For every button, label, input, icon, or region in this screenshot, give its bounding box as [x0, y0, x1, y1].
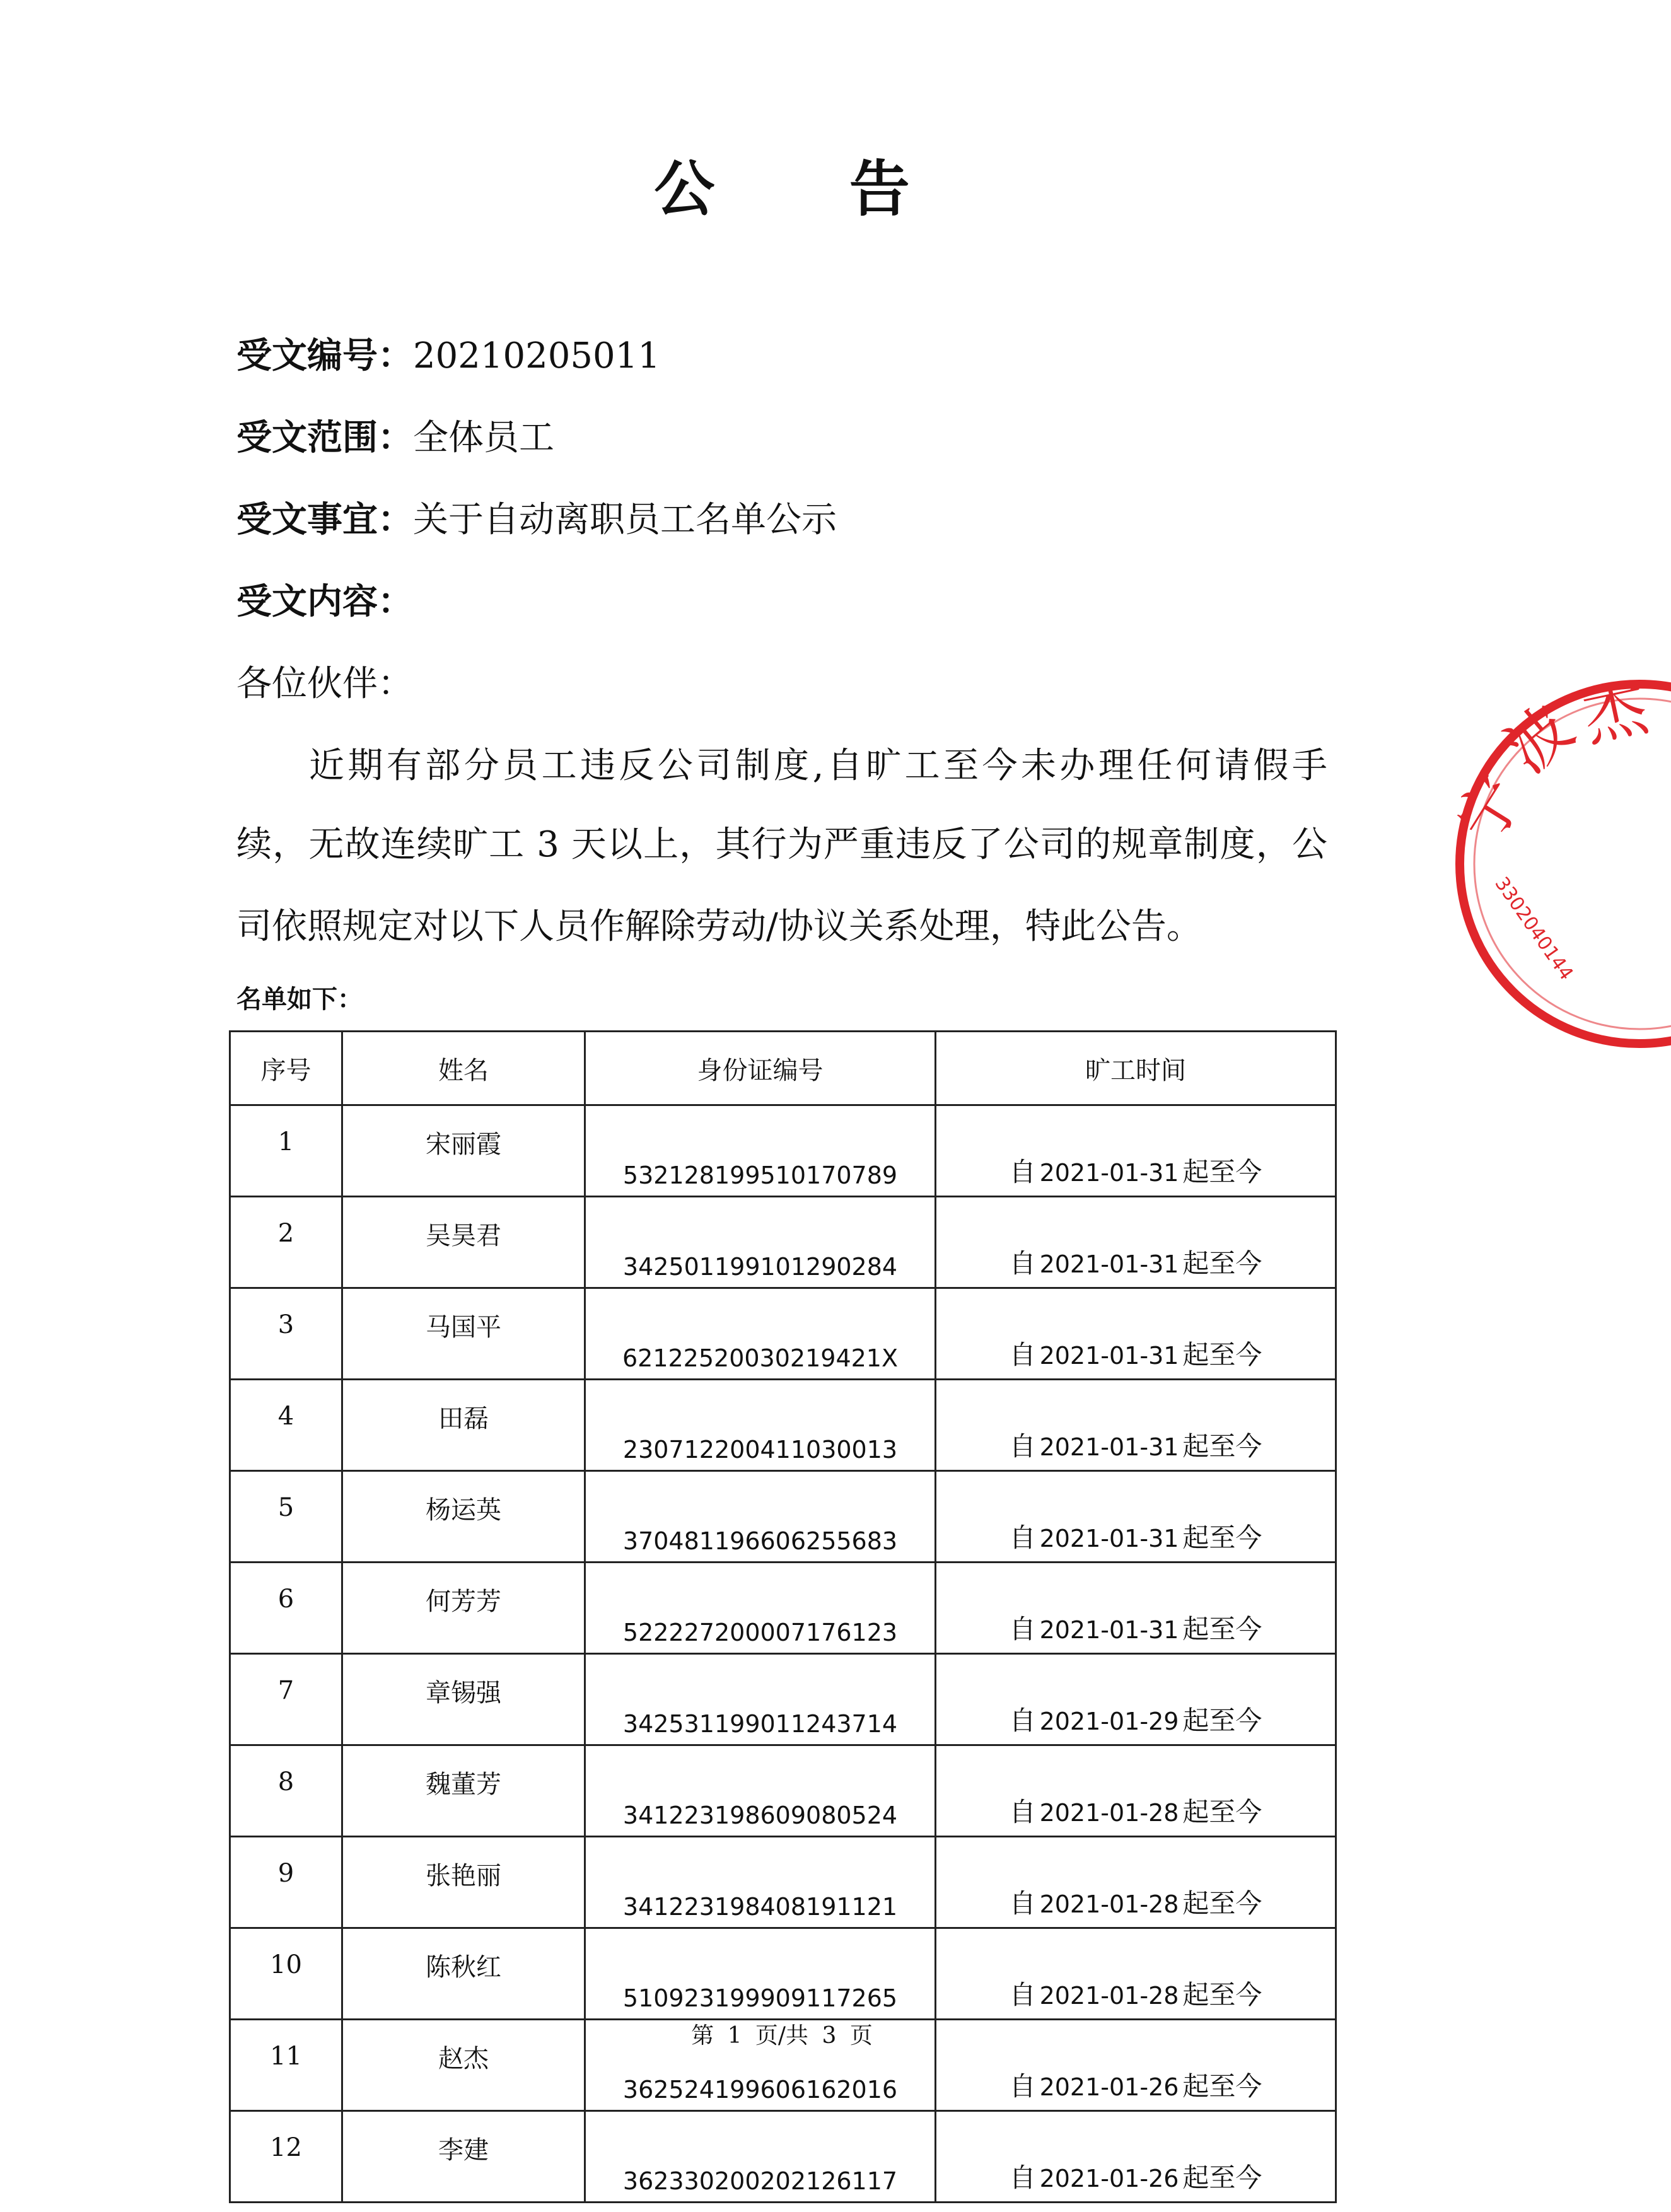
- table-header-row: [230, 1032, 1336, 1105]
- table-row: [230, 1654, 1336, 1745]
- row-id-number: 370481196606255683: [585, 1471, 936, 1563]
- greeting: 各位伙伴：: [236, 663, 413, 704]
- period-prefix: 自: [1009, 1156, 1036, 1187]
- row-absence-period: [936, 1837, 1336, 1928]
- period-date: 2021-01-31: [1039, 1433, 1179, 1461]
- row-id-number: 342531199011243714: [585, 1654, 936, 1745]
- period-prefix: 自: [1009, 1614, 1036, 1644]
- period-prefix: 自: [1009, 1705, 1036, 1736]
- row-name: 李建: [342, 2111, 585, 2203]
- table-row: [230, 1380, 1336, 1471]
- period-suffix: 起至今: [1182, 1888, 1262, 1919]
- row-id-number: 522227200007176123: [585, 1563, 936, 1654]
- table-row: [230, 1288, 1336, 1380]
- row-id-number: 341223198609080524: [585, 1745, 936, 1837]
- field-subject: [236, 495, 837, 545]
- period-date: 2021-01-28: [1039, 1890, 1179, 1918]
- table-row: [230, 1563, 1336, 1654]
- paragraph-line: 续，无故连续旷工 3 天以上，其行为严重违反了公司的规章制度，公: [236, 824, 1327, 865]
- header-seq: 序号: [230, 1032, 342, 1105]
- seal-text: 波: [1491, 690, 1588, 788]
- field-doc-number: [236, 331, 660, 381]
- row-id-number: 532128199510170789: [585, 1105, 936, 1197]
- row-name: 何芳芳: [342, 1563, 585, 1654]
- period-suffix: 起至今: [1182, 2162, 1262, 2193]
- row-absence-period: [936, 2111, 1336, 2203]
- row-name: 田磊: [342, 1380, 585, 1471]
- field-content: [236, 577, 413, 627]
- table-row: [230, 1745, 1336, 1837]
- table-row: [230, 1928, 1336, 2020]
- company-seal: [1431, 670, 1671, 1053]
- page-footer: 第 1 页/共 3 页: [691, 2023, 873, 2049]
- field-value: 全体员工: [413, 417, 554, 458]
- period-date: 2021-01-26: [1039, 2165, 1179, 2192]
- row-seq: 3: [230, 1288, 342, 1380]
- period-prefix: 自: [1009, 2071, 1036, 2102]
- paragraph-line: 近期有部分员工违反公司制度,自旷工至今未办理任何请假手: [309, 745, 1327, 786]
- table-row: [230, 1105, 1336, 1197]
- seal-text: 宁: [1441, 763, 1538, 856]
- page-title: 公 告: [654, 154, 967, 224]
- row-absence-period: [936, 1105, 1336, 1197]
- seal-code: 3302040144: [1490, 873, 1578, 984]
- row-seq: 2: [230, 1197, 342, 1288]
- row-name: 陈秋红: [342, 1928, 585, 2020]
- row-absence-period: [936, 1197, 1336, 1288]
- row-name: 宋丽霞: [342, 1105, 585, 1197]
- row-seq: 12: [230, 2111, 342, 2203]
- field-label: 受文事宜：: [236, 499, 413, 540]
- row-name: 张艳丽: [342, 1837, 585, 1928]
- row-seq: 8: [230, 1745, 342, 1837]
- period-suffix: 起至今: [1182, 1796, 1262, 1827]
- row-seq: 7: [230, 1654, 342, 1745]
- period-suffix: 起至今: [1182, 1522, 1262, 1553]
- row-absence-period: [936, 1563, 1336, 1654]
- row-seq: 4: [230, 1380, 342, 1471]
- row-name: 杨运英: [342, 1471, 585, 1563]
- header-id-number: 身份证编号: [585, 1032, 936, 1105]
- row-seq: 10: [230, 1928, 342, 2020]
- table-row: [230, 2111, 1336, 2203]
- period-date: 2021-01-31: [1039, 1250, 1179, 1278]
- row-absence-period: [936, 1288, 1336, 1380]
- row-absence-period: [936, 1471, 1336, 1563]
- period-date: 2021-01-31: [1039, 1616, 1179, 1644]
- period-prefix: 自: [1009, 1979, 1036, 2010]
- row-id-number: 230712200411030013: [585, 1380, 936, 1471]
- header-absence-period: 旷工时间: [936, 1032, 1336, 1105]
- row-name: 马国平: [342, 1288, 585, 1380]
- period-date: 2021-01-28: [1039, 1799, 1179, 1827]
- row-name: 章锡强: [342, 1654, 585, 1745]
- header-name: 姓名: [342, 1032, 585, 1105]
- field-scope: [236, 413, 554, 463]
- period-suffix: 起至今: [1182, 1248, 1262, 1279]
- period-prefix: 自: [1009, 1888, 1036, 1919]
- period-date: 2021-01-31: [1039, 1525, 1179, 1552]
- row-seq: 1: [230, 1105, 342, 1197]
- period-suffix: 起至今: [1182, 1705, 1262, 1736]
- field-value: 20210205011: [413, 335, 660, 376]
- row-absence-period: [936, 1654, 1336, 1745]
- field-value: 关于自动离职员工名单公示: [413, 499, 837, 540]
- row-id-number: 510923199909117265: [585, 1928, 936, 2020]
- row-absence-period: [936, 1380, 1336, 1471]
- seal-text: 杰: [1576, 670, 1654, 756]
- row-absence-period: [936, 1928, 1336, 2020]
- period-date: 2021-01-28: [1039, 1982, 1179, 2010]
- period-date: 2021-01-26: [1039, 2073, 1179, 2101]
- field-label: 受文范围：: [236, 417, 413, 458]
- row-name: 魏董芳: [342, 1745, 585, 1837]
- period-date: 2021-01-31: [1039, 1159, 1179, 1187]
- list-heading: 名单如下：: [236, 985, 363, 1014]
- table-row: [230, 1471, 1336, 1563]
- table-row: [230, 1837, 1336, 1928]
- period-suffix: 起至今: [1182, 1156, 1262, 1187]
- field-label: 受文内容：: [236, 581, 413, 622]
- period-suffix: 起至今: [1182, 1979, 1262, 2010]
- field-label: 受文编号：: [236, 335, 413, 376]
- period-prefix: 自: [1009, 1248, 1036, 1279]
- paragraph-line: 司依照规定对以下人员作解除劳动/协议关系处理，特此公告。: [236, 906, 1202, 947]
- period-date: 2021-01-31: [1039, 1342, 1179, 1370]
- period-prefix: 自: [1009, 1796, 1036, 1827]
- row-name: 吴昊君: [342, 1197, 585, 1288]
- row-id-number: 62122520030219421X: [585, 1288, 936, 1380]
- period-suffix: 起至今: [1182, 1614, 1262, 1644]
- row-id-number: 362330200202126117: [585, 2111, 936, 2203]
- row-name: 赵杰: [342, 2020, 585, 2111]
- period-prefix: 自: [1009, 1431, 1036, 1462]
- table-row: [230, 1197, 1336, 1288]
- row-id-number: 362524199606162016: [585, 2020, 936, 2111]
- row-seq: 11: [230, 2020, 342, 2111]
- period-suffix: 起至今: [1182, 1339, 1262, 1370]
- row-id-number: 341223198408191121: [585, 1837, 936, 1928]
- period-suffix: 起至今: [1182, 1431, 1262, 1462]
- row-seq: 6: [230, 1563, 342, 1654]
- period-suffix: 起至今: [1182, 2071, 1262, 2102]
- period-prefix: 自: [1009, 1339, 1036, 1370]
- row-seq: 9: [230, 1837, 342, 1928]
- row-seq: 5: [230, 1471, 342, 1563]
- period-prefix: 自: [1009, 1522, 1036, 1553]
- row-absence-period: [936, 1745, 1336, 1837]
- row-id-number: 342501199101290284: [585, 1197, 936, 1288]
- period-prefix: 自: [1009, 2162, 1036, 2193]
- period-date: 2021-01-29: [1039, 1708, 1179, 1735]
